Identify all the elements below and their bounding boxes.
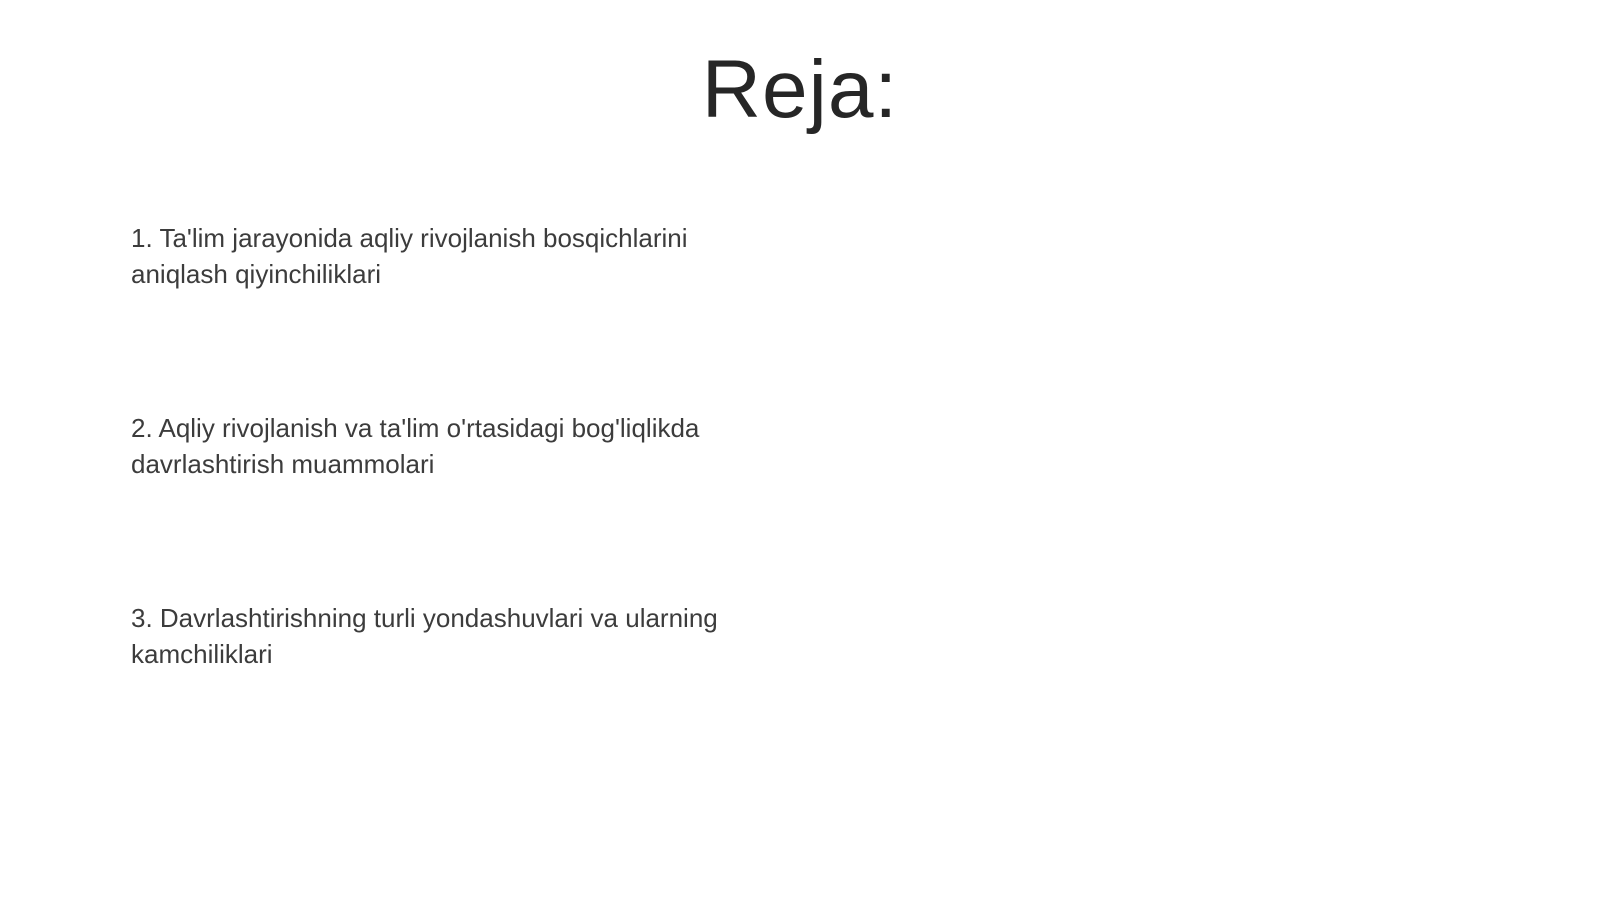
- plan-item-3: 3. Davrlashtirishning turli yondashuvlari va ularning kamchiliklari: [131, 603, 718, 669]
- slide-title: Reja:: [701, 44, 899, 135]
- plan-item-2: 2. Aqliy rivojlanish va ta'lim o'rtasidagi bog'liqlikda davrlashtirish muammolari: [131, 413, 700, 479]
- plan-item-1: 1. Ta'lim jarayonida aqliy rivojlanish bosqichlarini aniqlash qiyinchiliklari: [131, 223, 688, 289]
